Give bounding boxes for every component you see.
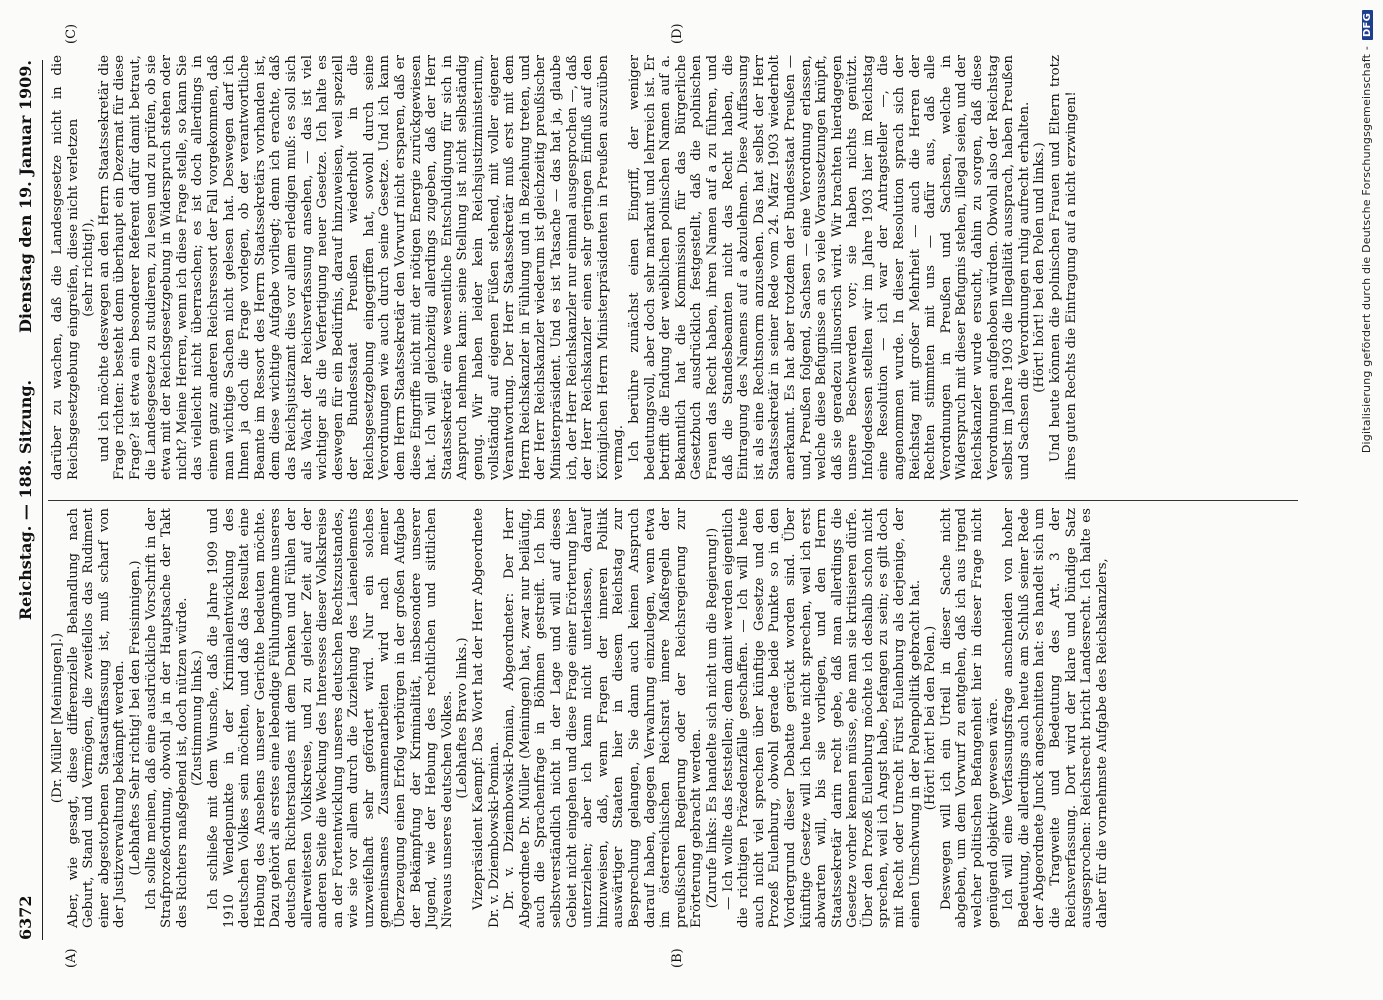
paragraph: Dr. v. Dziembowski-Pomian, Abgeordneter: Der Herr Abgeordnete Dr. Müller (Meiningen) hat, zwar nur beiläufig, auch die Sprachenfrage in Böhmen gestreift. Ich bin selbstverständlich nicht in der Lage und will auf dieses Gebiet nicht eingehen und diese Frage einer Erörterung hier unterziehen; aber ich kann nicht unterlassen, darauf hinzuweisen, daß, wenn Fragen der inneren Politik auswärtiger Staaten hier in diesem Reichstag zur Besprechung gelangen, Sie dann auch keinen Anspruch darauf haben, dagegen Verwahrung einzulegen, wenn etwa im österreichischen Reichsrat innere Maßregeln der preußischen Regierung oder der Reichsregierung zur Erörterung gebracht werden. (502, 508, 705, 928)
interjection: (Lebhaftes Sehr richtig! bei den Freisinnigen.) (127, 560, 143, 876)
interjection: (Zustimmung links.) (190, 650, 206, 786)
interjection: (Lebhaftes Bravo links.) (455, 637, 471, 799)
right-column (50, 55, 1079, 480)
digitization-credit (1360, 10, 1373, 1000)
interjection: (Hört! hört! bei den Polen.) (923, 625, 939, 811)
paragraph: Aber, wie gesagt, diese differenzielle Behandlung nach Geburt, Stand und Vermögen, die zweifellos das Rudiment einer abgestorbenen Staatsauffassung ist, muß scharf von der Justizverwaltung bekämpft werden. (65, 508, 128, 928)
interjection: (sehr richtig!), (81, 218, 97, 317)
interjection: (Dr. Müller [Meiningen].) (50, 632, 65, 804)
dfg-logo: DFG (1362, 10, 1373, 40)
paragraph: darüber zu wachen, daß die Landesgesetze nicht in die Reichsgesetzgebung eingreifen, diese nicht verletzen (50, 55, 81, 480)
column-divider (48, 500, 1298, 501)
page-number: 6372 (16, 895, 35, 940)
margin-marker-c: (C) (64, 23, 79, 44)
paragraph: Ich berühre zunächst einen Eingriff, der weniger bedeutungsvoll, aber doch sehr markant und lehrreich ist. Er betrifft die Endung der weiblichen polnischen Namen auf a. Bekanntlich hat die Kommission für das Bürgerliche Gesetzbuch ausdrücklich festgestellt, daß die polnischen Frauen das Recht haben, ihren Namen auf a zu führen, und daß die Standesbeamten nicht das Recht haben, die Eintragung des Namens auf a abzulehnen. Diese Auffassung ist als eine Rechtsnorm anzusehen. Das hat selbst der Herr Staatssekretär in seiner Rede vom 24. März 1903 wiederholt anerkannt. Es hat aber trotzdem der Bundesstaat Preußen — und, Preußen folgend, Sachsen — eine Verordnung erlassen, welche diese Befugnisse an so viele Voraussetzungen knüpft, daß sie geradezu illusorisch wird. Wir brachten hierdagegen unsere Beschwerden vor; sie haben nichts genützt. Infolgedessen stellten wir im Jahre 1903 hier im Reichstag eine Resolution — ich war der Antragsteller —, die angenommen wurde. In dieser Resolution sprach sich der Reichstag mit großer Mehrheit — auch die Herren der Rechten stimmten mit uns — dafür aus, daß alle Verordnungen in Preußen und Sachsen, welche in Widerspruch mit dieser Befugnis stehen, illegal seien, und der Reichskanzler wurde ersucht, dahin zu sorgen, daß diese Verordnungen aufgehoben würden. Obwohl also der Reichstag selbst im Jahre 1903 die Illegalität aussprach, haben Preußen und Sachsen die Verordnungen ruhig aufrecht erhalten. (626, 55, 1032, 480)
header-title: Reichstag. — 188. Sitzung. (16, 379, 35, 621)
paragraph: Vizepräsident Kaempf: Das Wort hat der Herr Abgeordnete Dr. v. Dziembowski-Pomian. (471, 508, 502, 928)
interjection: (Hört! hört! bei den Polen und links.) (1032, 142, 1048, 393)
paragraph: Ich schließe mit dem Wunsche, daß die Jahre 1909 und 1910 Wendepunkte in der Kriminalentwicklung des deutschen Volkes sein möchten, und daß das Resultat eine Hebung des Ansehens unserer Gerichte bedeuten möchte. Dazu gehört als erstes eine lebendige Fühlungnahme unseres deutschen Richterstandes mit dem Denken und Fühlen der allerweitesten Volkskreise, und zu gleicher Zeit auf der anderen Seite die Weckung des Interesses dieser Volkskreise an der Fortentwicklung unseres deutschen Rechtszustandes, wie sie vor allem durch die Zuziehung des Laienelements unzweifelhaft sehr gefördert wird. Nur ein solches gemeinsames Zusammenarbeiten wird nach meiner Überzeugung einen Erfolg verbürgen in der großen Aufgabe der Bekämpfung der Kriminalität, insbesondere unserer Jugend, wie der Hebung des rechtlichen und sittlichen Niveaus unseres deutschen Volkes. (205, 508, 455, 928)
paragraph: Ich will eine Verfassungsfrage anschneiden von hoher Bedeutung, die allerdings auch heute am Schluß seiner Rede der Abgeordnete Junck angeschnitten hat: es handelt sich um die Tragweite und Bedeutung des Art. 3 der Reichsverfassung. Dort wird der klare und bündige Satz ausgesprochen: Reichsrecht bricht Landesrecht. Ich halte es daher für die vornehmste Aufgabe des Reichskanzlers, (1001, 508, 1110, 928)
margin-marker-d: (D) (670, 23, 685, 44)
credit-text: Digitalisierung gefördert durch die Deutsche Forschungsgemeinschaft - (1360, 45, 1373, 454)
header-date: Dienstag den 19. Januar 1909. (16, 60, 35, 333)
paragraph: und ich möchte deswegen an den Herrn Staatssekretär die Frage richten: besteht denn überhaupt ein Dezernat für diese Frage? ist etwa ein besonderer Referent dafür damit betraut, die Landesgesetze zu studieren, zu lesen und zu prüfen, ob sie etwa mit der Reichsgesetzgebung in Widerspruch stehen oder nicht? Meine Herren, wenn ich diese Frage stelle, so kann Sie das vielleicht nicht überraschen; es ist doch allerdings in einem ganz anderen Reichsressort der Fall vorgekommen, daß man wichtige Sachen nicht gelesen hat. Deswegen darf ich Ihnen ja doch die Frage vorlegen, ob der verantwortliche Beamte im Ressort des Herrn Staatssekretärs vorhanden ist, dem diese wichtige Aufgabe vorliegt; denn ich erachte, daß das Reichsjustizamt dies vor allem erledigen muß: es soll sich als Wacht der Reichsverfassung ansehen, — das ist viel wichtiger als die Verfertigung neuer Gesetze. Ich halte es deswegen für ein Bedürfnis, darauf hinzuweisen, weil speziell der Bundesstaat Preußen wiederholt in die Reichsgesetzgebung eingegriffen hat, sowohl durch seine Verordnungen wie auch durch seine Gesetze. Und ich kann dem Herrn Staatssekretär den Vorwurf nicht ersparen, daß er diese Eingriffe nicht mit der nötigen Energie zurückgewiesen hat. Ich will gleichzeitig allerdings zugeben, daß der Herr Staatssekretär eine wesentliche Entschuldigung für sich in Anspruch nehmen kann: seine Stellung ist nicht selbständig genug. Wir haben leider kein Reichsjustizministerium, vollständig auf eigenen Füßen stehend, mit voller eigener Verantwortung. Der Herr Staatssekretär muß erst mit dem Herrn Reichskanzler in Fühlung und in Beziehung treten, und der Herr Reichskanzler wiederum ist gleichzeitig preußischer Ministerpräsident. Und es ist Tatsache — das hat ja, glaube ich, der Herr Reichskanzler nur einmal ausgesprochen —, daß der Herr Reichskanzler einen sehr geringen Einfluß auf den Königlichen Herrn Ministerpräsidenten in Preußen auszuüben vermag. (96, 55, 627, 480)
header-rule (42, 60, 43, 940)
page-header (16, 60, 40, 940)
left-column (50, 508, 1110, 928)
margin-marker-b: (B) (670, 948, 685, 968)
paragraph: Ich sollte meinen, daß eine ausdrückliche Vorschrift in der Strafprozeßordnung, obwohl ja in der Hauptsache der Takt des Richters maßgebend ist, doch nützen würde. (143, 508, 190, 928)
paragraph: Und heute können die polnischen Frauen und Eltern trotz ihres guten Rechts die Eintragung auf a nicht erzwingen! (1048, 55, 1079, 480)
interjection: (Zurufe links: Es handelte sich nicht um die Regierung!) (704, 527, 720, 909)
paragraph: — Ich wollte das feststellen; denn damit werden eigentlich die richtigen Präzedenzfälle geschaffen. — Ich will heute auch nicht viel sprechen über künftige Gesetze und den Prozeß Eulenburg, obwohl gerade beide Punkte so in den Vordergrund dieser Debatte gerückt worden sind. Über künftige Gesetze will ich heute nicht sprechen, weil ich erst abwarten will, bis sie vorliegen, und den Herrn Staatssekretär darin recht gebe, daß man allerdings die Gesetze vorher kennen müsse, ehe man sie kritisieren dürfe. Über den Prozeß Eulenburg möchte ich deshalb schon nicht sprechen, weil ich Angst habe, befangen zu sein; es gilt doch mit Recht oder Unrecht Fürst Eulenburg als derjenige, der einen Umschwung in der Polenpolitik gebracht hat. (720, 508, 923, 928)
margin-marker-a: (A) (64, 948, 79, 968)
paragraph: Deswegen will ich ein Urteil in dieser Sache nicht abgeben, um dem Vorwurf zu entgehen, daß ich aus irgend welcher politischen Befangenheit hier in dieser Frage nicht genügend objektiv gewesen wäre. (938, 508, 1001, 928)
